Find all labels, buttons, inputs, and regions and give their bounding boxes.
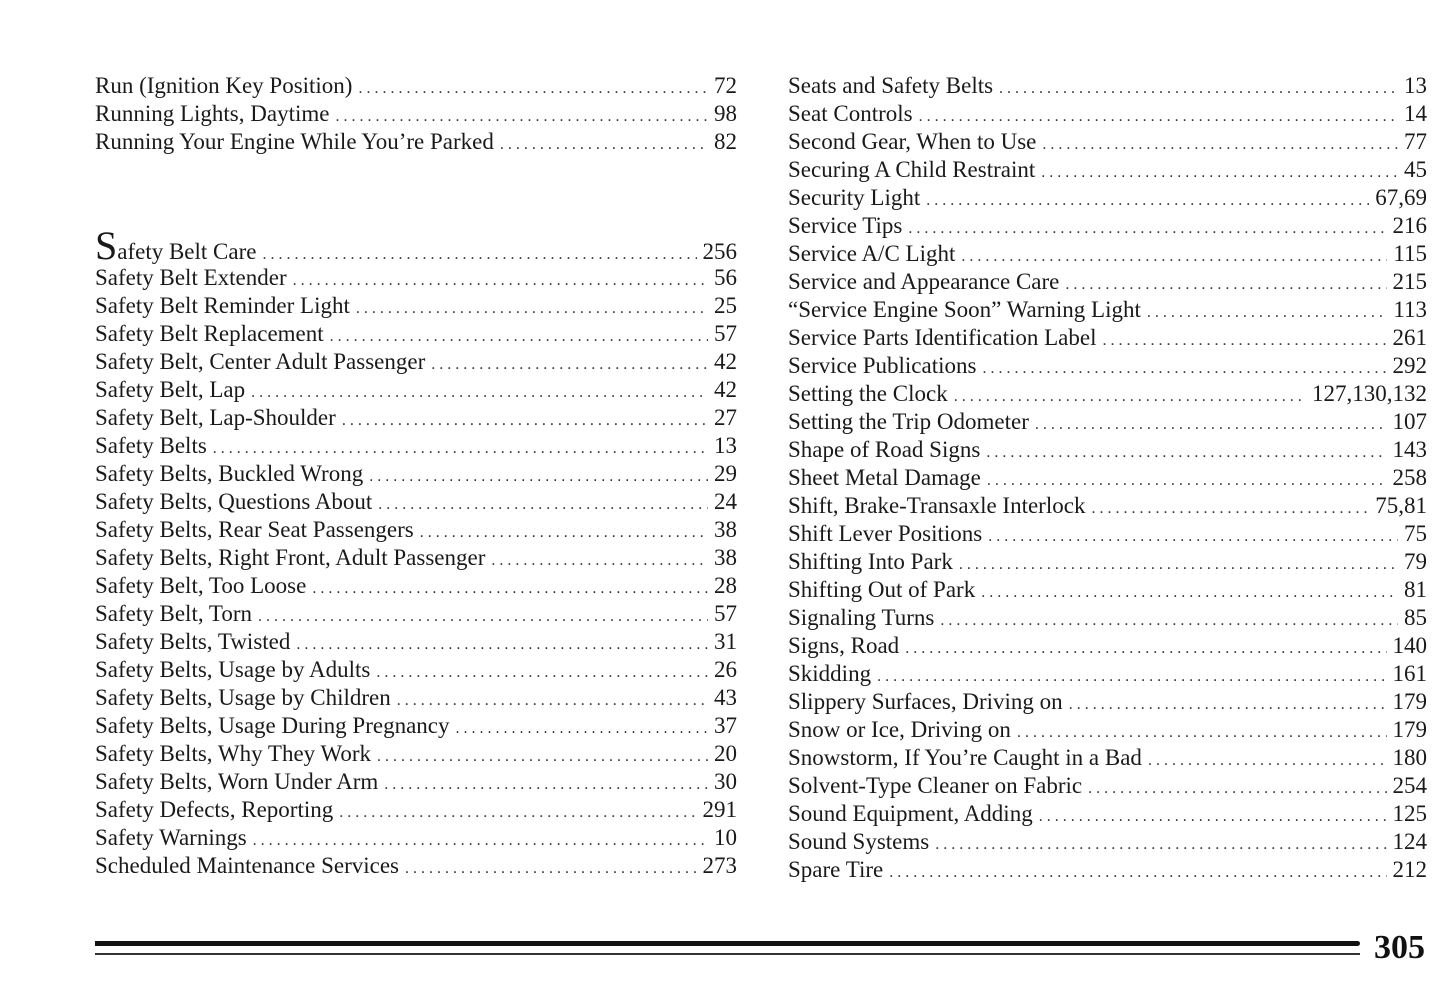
index-entry: [95, 488, 737, 516]
dot-leader: [330, 323, 708, 351]
index-entry: [788, 268, 1427, 296]
index-entry: [788, 212, 1427, 240]
dot-leader: [889, 859, 1386, 887]
dot-leader: [293, 267, 708, 295]
index-entry-page: 56: [714, 265, 737, 290]
section-gap: [95, 156, 737, 232]
index-entry: [95, 544, 737, 572]
dot-leader: [342, 407, 708, 435]
index-entry-page: 79: [1404, 549, 1427, 574]
index-entry-page: 57: [714, 321, 737, 346]
index-entry-label: Safety Belt, Lap: [95, 377, 246, 402]
index-entry: [95, 628, 737, 656]
index-entry-page: 258: [1392, 465, 1427, 490]
index-entry-label: Safety Belts, Buckled Wrong: [95, 461, 364, 486]
index-entry-label: Seat Controls: [788, 101, 913, 126]
index-entry-page: 31: [714, 629, 737, 654]
index-entry-page: 10: [714, 825, 737, 850]
dot-leader: [999, 75, 1398, 103]
index-entry: [95, 796, 737, 824]
index-entry-page: 20: [714, 741, 737, 766]
index-entry-label: Safety Belts, Questions About: [95, 489, 373, 514]
index-entry: [788, 184, 1427, 212]
index-entry-label: Safety Belt, Torn: [95, 601, 253, 626]
index-entry-label: Sound Equipment, Adding: [788, 801, 1033, 826]
dot-leader: [908, 215, 1386, 243]
index-entry-page: 45: [1404, 157, 1427, 182]
index-entry-page: 67,69: [1375, 185, 1427, 210]
index-entry-page: 81: [1404, 577, 1427, 602]
dot-leader: [1065, 271, 1386, 299]
dot-leader: [982, 355, 1386, 383]
index-entry-label: Safety Belts, Why They Work: [95, 741, 372, 766]
dot-leader: [905, 635, 1386, 663]
index-entry-label: [95, 223, 262, 268]
index-entry-label: Sound Systems: [788, 829, 930, 854]
dot-leader: [935, 831, 1386, 859]
page-number: 305: [1374, 929, 1425, 966]
index-entry-page: 256: [702, 239, 737, 264]
index-entry: [95, 572, 737, 600]
index-entry-label: Safety Belts, Usage by Adults: [95, 657, 371, 682]
dot-leader: [377, 743, 708, 771]
dot-leader: [253, 827, 708, 855]
section-initial-letter: S: [95, 223, 118, 268]
index-entry-label: Solvent-Type Cleaner on Fabric: [788, 773, 1083, 798]
dot-leader: [1039, 803, 1387, 831]
index-entry-label: Safety Belt Replacement: [95, 321, 324, 346]
index-entry-label-rest: afety Belt Care: [117, 239, 257, 264]
dot-leader: [1035, 411, 1387, 439]
dot-leader: [369, 463, 708, 491]
index-entry-label: Setting the Clock: [788, 381, 948, 406]
index-entry: [788, 72, 1427, 100]
dot-leader: [1017, 719, 1387, 747]
index-entry-label: Safety Belt Extender: [95, 265, 287, 290]
index-entry-label: Safety Belts, Right Front, Adult Passenger: [95, 545, 486, 570]
index-entry: [788, 352, 1427, 380]
index-entry-page: 179: [1392, 717, 1427, 742]
dot-leader: [251, 379, 708, 407]
dot-leader: [335, 103, 708, 131]
index-group-r: [95, 72, 737, 156]
index-entry: [95, 768, 737, 796]
index-entry-label: Shift, Brake-Transaxle Interlock: [788, 493, 1086, 518]
index-entry-page: 77: [1404, 129, 1427, 154]
dot-leader: [1102, 327, 1386, 355]
index-entry-label: Setting the Trip Odometer: [788, 409, 1029, 434]
index-entry-page: 124: [1392, 829, 1427, 854]
dot-leader: [312, 575, 708, 603]
index-entry: [95, 600, 737, 628]
index-entry-page: 57: [714, 601, 737, 626]
index-entry-label: Signaling Turns: [788, 605, 935, 630]
index-entry: [95, 852, 737, 880]
index-entry: [95, 824, 737, 852]
index-entry-label: Shifting Into Park: [788, 549, 953, 574]
index-entry: [95, 320, 737, 348]
dot-leader: [500, 131, 708, 159]
index-entry-page: 25: [714, 293, 737, 318]
index-entry-label: Safety Belt, Center Adult Passenger: [95, 349, 426, 374]
dot-leader: [491, 547, 708, 575]
index-entry: [788, 856, 1427, 884]
index-entry: [95, 404, 737, 432]
index-entry: [95, 460, 737, 488]
index-entry-page: 43: [714, 685, 737, 710]
index-entry-page: 26: [714, 657, 737, 682]
index-entry-page: 140: [1392, 633, 1427, 658]
index-entry-page: 254: [1392, 773, 1427, 798]
dot-leader: [358, 75, 708, 103]
dot-leader: [1041, 159, 1398, 187]
index-entry-label: “Service Engine Soon” Warning Light: [788, 297, 1141, 322]
index-entry: [788, 520, 1427, 548]
index-entry-label: Snowstorm, If You’re Caught in a Bad: [788, 745, 1142, 770]
index-entry-page: 179: [1392, 689, 1427, 714]
index-column-right: [788, 72, 1427, 884]
index-entry-label: Shifting Out of Park: [788, 577, 976, 602]
dot-leader: [919, 103, 1398, 131]
dot-leader: [959, 551, 1398, 579]
index-entry-label: Service and Appearance Care: [788, 269, 1060, 294]
index-entry-label: Safety Defects, Reporting: [95, 797, 334, 822]
dot-leader: [384, 771, 708, 799]
index-entry-page: 125: [1392, 801, 1427, 826]
index-entry: [788, 408, 1427, 436]
index-entry-page: 85: [1404, 605, 1427, 630]
index-entry-page: 27: [714, 405, 737, 430]
index-entry-page: 143: [1392, 437, 1427, 462]
index-entry-label: Scheduled Maintenance Services: [95, 853, 399, 878]
index-entry-page: 42: [714, 349, 737, 374]
index-entry: [788, 548, 1427, 576]
index-entry-page: 273: [702, 853, 737, 878]
index-entry-label: Service Tips: [788, 213, 903, 238]
index-entry-label: Safety Belts, Usage by Children: [95, 685, 391, 710]
index-entry-page: 82: [714, 129, 737, 154]
index-entry-page: 292: [1392, 353, 1427, 378]
footer-rule-thick: [95, 941, 1360, 946]
index-entry: [95, 432, 737, 460]
index-entry-page: 215: [1392, 269, 1427, 294]
index-entry-label: Running Lights, Daytime: [95, 101, 330, 126]
index-entry-label: Signs, Road: [788, 633, 900, 658]
dot-leader: [405, 855, 697, 883]
dot-leader: [1088, 775, 1386, 803]
index-entry-label: Seats and Safety Belts: [788, 73, 994, 98]
index-entry: [788, 688, 1427, 716]
dot-leader: [981, 579, 1398, 607]
dot-leader: [1069, 691, 1387, 719]
index-entry: [788, 464, 1427, 492]
index-entry-label: Safety Belts, Usage During Pregnancy: [95, 713, 450, 738]
index-entry: [788, 604, 1427, 632]
index-entry: [788, 744, 1427, 772]
index-entry-label: Safety Belt, Lap-Shoulder: [95, 405, 336, 430]
index-entry-label: Run (Ignition Key Position): [95, 73, 353, 98]
dot-leader: [1147, 299, 1387, 327]
index-entry-label: Safety Belts, Rear Seat Passengers: [95, 517, 414, 542]
index-entry-page: 113: [1393, 297, 1427, 322]
index-entry-page: 14: [1404, 101, 1427, 126]
index-entry-label: Safety Belt Reminder Light: [95, 293, 350, 318]
index-entry: [788, 380, 1427, 408]
index-entry-page: 13: [1404, 73, 1427, 98]
index-entry: [788, 632, 1427, 660]
index-entry: [788, 576, 1427, 604]
dot-leader: [987, 467, 1387, 495]
dot-leader: [1042, 131, 1398, 159]
index-entry-label: Safety Warnings: [95, 825, 247, 850]
index-entry-page: 28: [714, 573, 737, 598]
index-entry: [95, 348, 737, 376]
dot-leader: [262, 241, 696, 269]
index-column-left: [95, 72, 737, 880]
dot-leader: [213, 435, 708, 463]
index-entry-page: 24: [714, 489, 737, 514]
index-entry-label: Securing A Child Restraint: [788, 157, 1036, 182]
dot-leader: [988, 523, 1398, 551]
index-entry-page: 261: [1392, 325, 1427, 350]
index-entry: [95, 72, 737, 100]
index-entry: [788, 128, 1427, 156]
index-entry: [95, 292, 737, 320]
dot-leader: [356, 295, 708, 323]
index-entry-page: 37: [714, 713, 737, 738]
index-entry: [788, 240, 1427, 268]
dot-leader: [954, 383, 1306, 411]
index-entry: [788, 800, 1427, 828]
index-entry: [95, 128, 737, 156]
dot-leader: [1091, 495, 1369, 523]
dot-leader: [940, 607, 1398, 635]
index-entry: [95, 712, 737, 740]
index-entry-page: 38: [714, 545, 737, 570]
dot-leader: [1148, 747, 1387, 775]
index-entry: [95, 740, 737, 768]
index-entry-label: Slippery Surfaces, Driving on: [788, 689, 1063, 714]
index-entry: [95, 264, 737, 292]
index-entry-page: 115: [1393, 241, 1427, 266]
dot-leader: [986, 439, 1386, 467]
index-entry: [95, 684, 737, 712]
footer-rule-thin: [95, 953, 1360, 955]
index-entry-page: 72: [714, 73, 737, 98]
index-entry-page: 127,130,132: [1312, 381, 1427, 406]
index-entry-label: Spare Tire: [788, 857, 884, 882]
index-entry-page: 30: [714, 769, 737, 794]
index-entry-label: Safety Belts, Twisted: [95, 629, 291, 654]
index-entry: [788, 772, 1427, 800]
index-entry-label: Running Your Engine While You’re Parked: [95, 129, 494, 154]
index-entry: [788, 716, 1427, 744]
index-entry-page: 107: [1392, 409, 1427, 434]
dot-leader: [420, 519, 708, 547]
dot-leader: [456, 715, 708, 743]
dot-leader: [431, 351, 708, 379]
index-entry: [95, 376, 737, 404]
index-entry-page: 38: [714, 517, 737, 542]
index-entry-label: Second Gear, When to Use: [788, 129, 1037, 154]
dot-leader: [961, 243, 1387, 271]
index-entry-label: Safety Belt, Too Loose: [95, 573, 307, 598]
index-entry-label: Skidding: [788, 661, 872, 686]
index-entry-page: 13: [714, 433, 737, 458]
index-entry-page: 216: [1392, 213, 1427, 238]
index-entry: [788, 100, 1427, 128]
index-entry-label: Service Publications: [788, 353, 977, 378]
index-entry: [788, 828, 1427, 856]
index-entry-page: 75: [1404, 521, 1427, 546]
dot-leader: [926, 187, 1369, 215]
index-entry: [788, 436, 1427, 464]
dot-leader: [296, 631, 708, 659]
index-entry-label: Safety Belts, Worn Under Arm: [95, 769, 379, 794]
index-entry-page: 75,81: [1375, 493, 1427, 518]
index-entry-label: Sheet Metal Damage: [788, 465, 981, 490]
index-entry-label: Safety Belts: [95, 433, 207, 458]
index-entry: [95, 656, 737, 684]
dot-leader: [877, 663, 1386, 691]
index-entry-page: 29: [714, 461, 737, 486]
dot-leader: [376, 659, 708, 687]
index-entry-page: 212: [1392, 857, 1427, 882]
dot-leader: [397, 687, 708, 715]
index-entry-label: Shape of Road Signs: [788, 437, 981, 462]
index-entry: [95, 223, 737, 268]
dot-leader: [339, 799, 696, 827]
dot-leader: [378, 491, 708, 519]
index-entry: [788, 324, 1427, 352]
index-entry-page: 291: [702, 797, 737, 822]
dot-leader: [258, 603, 708, 631]
index-group-s: [95, 264, 737, 880]
index-entry: [95, 516, 737, 544]
index-entry-label: Shift Lever Positions: [788, 521, 983, 546]
index-entry: [95, 100, 737, 128]
index-entry: [788, 660, 1427, 688]
index-entry-page: 180: [1392, 745, 1427, 770]
index-entry-page: 161: [1392, 661, 1427, 686]
index-entry: [788, 492, 1427, 520]
index-entry: [788, 156, 1427, 184]
index-entry-page: 42: [714, 377, 737, 402]
index-entry: [788, 296, 1427, 324]
index-entry-label: Security Light: [788, 185, 921, 210]
index-entry-label: Snow or Ice, Driving on: [788, 717, 1011, 742]
index-entry-page: 98: [714, 101, 737, 126]
index-entry-label: Service A/C Light: [788, 241, 956, 266]
index-entry-label: Service Parts Identification Label: [788, 325, 1097, 350]
